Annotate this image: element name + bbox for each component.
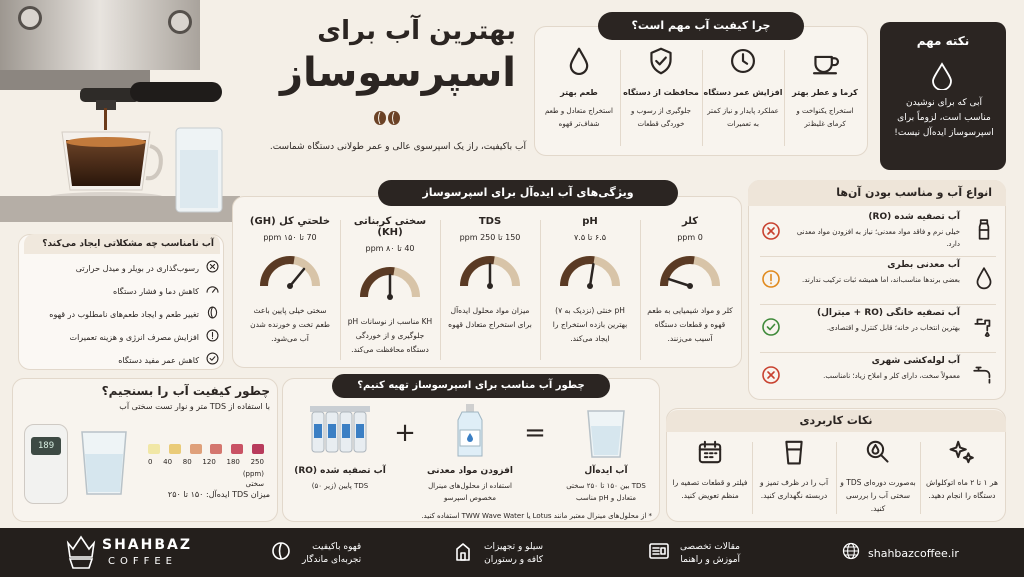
bottle-icon xyxy=(972,218,996,246)
footer-item-line2: تجربه‌ای ماندگار xyxy=(302,554,362,565)
warning-icon xyxy=(760,268,782,294)
prepare-step-title: افزودن مواد معدنی xyxy=(427,466,513,476)
problem-text: کاهش دما و فشار دستگاه xyxy=(113,286,199,296)
cup-icon xyxy=(752,438,836,468)
faucet-filter-icon xyxy=(972,314,996,342)
strip-value: 80 xyxy=(182,458,192,466)
prepare-step-desc: TDS بین ۱۵۰ تا ۲۵۰ سختی متعادل و pH مناسب xyxy=(566,482,646,502)
feature-gauge xyxy=(258,252,322,296)
prepare-step xyxy=(420,402,520,510)
check-circle-icon xyxy=(760,316,782,342)
ro-filter-icon xyxy=(290,402,390,460)
footer-item-line1: قهوه باکیفیت xyxy=(312,541,362,552)
problem-text: تغییر طعم و ایجاد طعم‌های نامطلوب در قهوه xyxy=(49,309,199,319)
website-link[interactable] xyxy=(842,540,1012,566)
feature-gauge xyxy=(658,252,722,296)
feature-name: خلحتیِ کل (GH) xyxy=(249,216,331,227)
prepare-step-desc: TDS پایین (زیر ۵۰) xyxy=(311,482,369,490)
water-type-item xyxy=(756,354,1000,398)
footer-item[interactable] xyxy=(452,534,622,572)
strip-unit: (ppm) xyxy=(242,470,264,478)
problem-item xyxy=(24,281,220,301)
globe-icon xyxy=(842,542,860,564)
feature-item xyxy=(540,216,640,364)
feature-item xyxy=(340,216,440,364)
water-type-desc: بعضی برندها مناسب‌اند، اما همیشه ثبات ترکیب ندارند. xyxy=(801,276,960,284)
x-circle-icon xyxy=(205,259,220,278)
importance-item xyxy=(784,46,866,150)
feature-desc: KH مناسب از نوسانات pH جلوگیری و از خوردگی دستگاه محافظت می‌کند. xyxy=(347,317,433,354)
water-type-item xyxy=(756,210,1000,254)
importance-item-desc: عملکرد پایدار و نیاز کمتر به تعمیرات xyxy=(707,107,779,128)
sparkle-icon xyxy=(920,438,1004,468)
important-note-text: آبی که برای نوشیدن مناسب است، لزوماً برای اسپرسوساز ایده‌آل نیست! xyxy=(894,98,994,138)
warning-icon xyxy=(205,328,220,347)
water-type-title: آب تصفیه خانگی (RO + میترال) xyxy=(816,308,960,318)
water-drop-icon xyxy=(538,46,620,80)
strip-swatch xyxy=(148,444,160,454)
importance-title: چرا کیفیت آب مهم است؟ xyxy=(598,12,804,40)
feature-item xyxy=(440,216,540,364)
feature-name: TDS xyxy=(478,216,502,227)
feature-range: 40 تا ۸۰ ppm xyxy=(365,244,415,253)
x-circle-icon xyxy=(760,220,782,246)
prepare-step xyxy=(556,402,656,510)
feature-range: ۶.۵ تا ۷.۵ xyxy=(573,233,607,242)
feature-name: سختی کربناتی (KH) xyxy=(353,216,427,238)
mineral-bottle-icon xyxy=(420,402,520,460)
feature-item xyxy=(240,216,340,364)
equals-sign: = xyxy=(524,418,546,448)
x-circle-icon xyxy=(760,364,782,390)
feature-gauge xyxy=(358,263,422,307)
importance-item xyxy=(702,46,784,150)
footer-item-line1: سیلو و تجهیزات xyxy=(484,541,544,552)
water-type-desc: بهترین انتخاب در خانه؛ قابل کنترل و اقتصادی. xyxy=(826,324,960,332)
water-type-item xyxy=(756,306,1000,350)
tips-title: نکات کاربردی xyxy=(666,410,1006,432)
tip-item xyxy=(668,438,752,518)
espresso-machine-illustration xyxy=(0,0,240,222)
importance-item-title: افزایش عمر دستگاه xyxy=(703,88,783,97)
strip-label: سختی xyxy=(245,480,264,488)
hardness-strip xyxy=(148,444,264,488)
feature-range: 0 ppm xyxy=(677,233,703,242)
measure-title: چطور کیفیت آب را بسنجیم؟ xyxy=(101,384,270,398)
coffee-leaf-icon xyxy=(270,540,292,566)
water-glass-icon xyxy=(556,402,656,460)
tip-item xyxy=(836,438,920,518)
tip-text: فیلتر و قطعات تصفیه را منظم تعویض کنید. xyxy=(672,478,748,500)
feature-range: 150 تا 250 ppm xyxy=(459,233,521,242)
website-text: shahbazcoffee.ir xyxy=(868,546,959,560)
tip-text: آب را در ظرف تمیز و دربسته نگهداری کنید. xyxy=(759,478,829,500)
strip-value: 120 xyxy=(202,458,216,466)
tip-text: هر ۱ تا ۲ ماه اتوکلواش دستگاه را انجام دهید. xyxy=(926,478,998,500)
prepare-step xyxy=(290,402,390,510)
problem-text: کاهش عمر مفید دستگاه xyxy=(118,355,199,365)
coffee-cup-icon xyxy=(784,46,866,80)
footer-item[interactable] xyxy=(270,534,440,572)
shield-check-icon xyxy=(620,46,702,80)
importance-item-title: محافظت از دستگاه xyxy=(623,88,699,97)
feature-gauge xyxy=(558,252,622,296)
strip-value: 250 xyxy=(250,458,264,466)
strip-swatch xyxy=(210,444,222,454)
prepare-step-desc: استفاده از محلول‌های مینرال مخصوص اسپرسو xyxy=(428,482,512,502)
coffee-bean-icon xyxy=(372,110,402,130)
prepare-step-title: آب تصفیه شده (RO) xyxy=(294,466,386,476)
feature-name: pH xyxy=(582,216,598,227)
importance-item xyxy=(620,46,702,150)
feature-desc: کلر و مواد شیمیایی به طعم قهوه و قطعات دستگاه آسیب می‌زنند. xyxy=(647,306,733,343)
measure-subtitle: با استفاده از TDS متر و نوار تست سختی آب xyxy=(119,402,270,411)
calendar-icon xyxy=(668,438,752,468)
prepare-step-title: آب ایده‌آل xyxy=(584,466,628,476)
importance-item-desc: استخراج متعادل و طعم شفاف‌تر قهوه xyxy=(544,107,613,128)
prepare-title: چطور آب مناسب برای اسپرسوساز تهیه کنیم؟ xyxy=(332,374,610,398)
importance-item-title: طعم بهتر xyxy=(560,88,598,97)
problem-item xyxy=(24,350,220,370)
feature-desc: pH خنثی (نزدیک به ۷) بهترین بازده استخراج را ایجاد می‌کند. xyxy=(552,306,628,343)
strip-value: 40 xyxy=(163,458,173,466)
brand-name: SHAHBAZ xyxy=(102,537,193,553)
strip-value: 180 xyxy=(226,458,240,466)
prepare-footnote: * از محلول‌های مینرال معتبر مانند Lotus یا TWW Wave Water استفاده کنید. xyxy=(421,512,652,520)
strip-swatch xyxy=(231,444,243,454)
feature-item xyxy=(640,216,740,364)
importance-item xyxy=(538,46,620,150)
feature-range: 70 تا ۱۵۰ ppm xyxy=(263,233,317,242)
importance-item-desc: استخراج یکنواخت و کرمای غلیظ‌تر xyxy=(796,107,854,128)
water-type-desc: خیلی نرم و فاقد مواد معدنی؛ نیاز به افزودن مواد معدنی دارد. xyxy=(796,228,960,248)
problems-title: آب نامناسب چه مشکلاتی ایجاد می‌کند؟ xyxy=(24,234,220,254)
search-drop-icon xyxy=(836,438,920,468)
clock-icon xyxy=(702,46,784,80)
strip-swatch xyxy=(252,444,264,454)
water-type-title: آب لوله‌کشی شهری xyxy=(871,356,960,366)
tip-text: به‌صورت دوره‌ای TDS و سختی آب را بررسی کنید. xyxy=(840,478,916,513)
problem-item xyxy=(24,304,220,324)
water-type-desc: معمولاً سخت، دارای کلر و املاح زیاد؛ نامناسب. xyxy=(823,372,960,380)
footer-item[interactable] xyxy=(648,534,818,572)
tds-meter-screen: 189 xyxy=(31,437,61,455)
tip-item xyxy=(752,438,836,518)
tip-item xyxy=(920,438,1004,518)
features-title: ویژگی‌های آب ایده‌آل برای اسپرسوساز xyxy=(378,180,678,206)
importance-item-desc: جلوگیری از رسوب و خوردگی قطعات xyxy=(631,107,691,128)
strip-swatch xyxy=(190,444,202,454)
footer-item-line2: آموزش و راهنما xyxy=(680,554,741,565)
article-icon xyxy=(648,540,670,566)
brand-sub: COFFEE xyxy=(108,556,177,567)
water-types-title: انواع آب و مناسب بودن آن‌ها xyxy=(748,180,1006,206)
feature-gauge xyxy=(458,252,522,296)
check-circle-icon xyxy=(205,351,220,370)
problem-item xyxy=(24,327,220,347)
strip-swatch xyxy=(169,444,181,454)
feature-name: کلر xyxy=(681,216,699,227)
building-icon xyxy=(452,540,474,566)
water-drop-icon xyxy=(930,62,954,94)
faucet-icon xyxy=(972,362,996,390)
water-type-title: آب تصفیه شده (RO) xyxy=(868,212,960,222)
strip-value: 0 xyxy=(148,458,153,466)
page-title-line2: اسپرسوساز xyxy=(279,50,516,96)
measure-target: میزان TDS ایده‌آل: ۱۵۰ تا ۲۵۰ xyxy=(167,490,270,499)
importance-item-title: کرما و عطر بهتر xyxy=(792,88,858,97)
feature-desc: سختی خیلی پایین باعث طعم تخت و خورنده شدن آب می‌شود. xyxy=(250,306,330,343)
page-subtitle: آب باکیفیت، راز یک اسپرسوی عالی و عمر طولانی دستگاه شماست. xyxy=(269,142,526,152)
gauge-icon xyxy=(205,282,220,301)
water-type-item xyxy=(756,258,1000,302)
plus-sign: + xyxy=(394,418,416,448)
important-note-title: نکته مهم xyxy=(916,34,970,48)
footer-item-line1: مقالات تخصصی xyxy=(680,541,741,552)
feature-desc: میزان مواد محلول ایده‌آل برای استخراج متعادل قهوه xyxy=(448,306,532,329)
shahbaz-logo-icon xyxy=(64,533,98,575)
problem-item xyxy=(24,258,220,278)
water-drop-icon xyxy=(972,266,996,294)
footer-item-line2: کافه و رستوران xyxy=(484,554,544,565)
water-type-title: آب معدنی بطری xyxy=(887,260,960,270)
problem-text: افزایش مصرف انرژی و هزینه تعمیرات xyxy=(69,332,199,342)
coffee-bean-icon xyxy=(205,305,220,324)
page-title-line1: بهترین آب برای xyxy=(317,16,516,46)
problem-text: رسوب‌گذاری در بویلر و میدل حرارتی xyxy=(75,263,199,273)
